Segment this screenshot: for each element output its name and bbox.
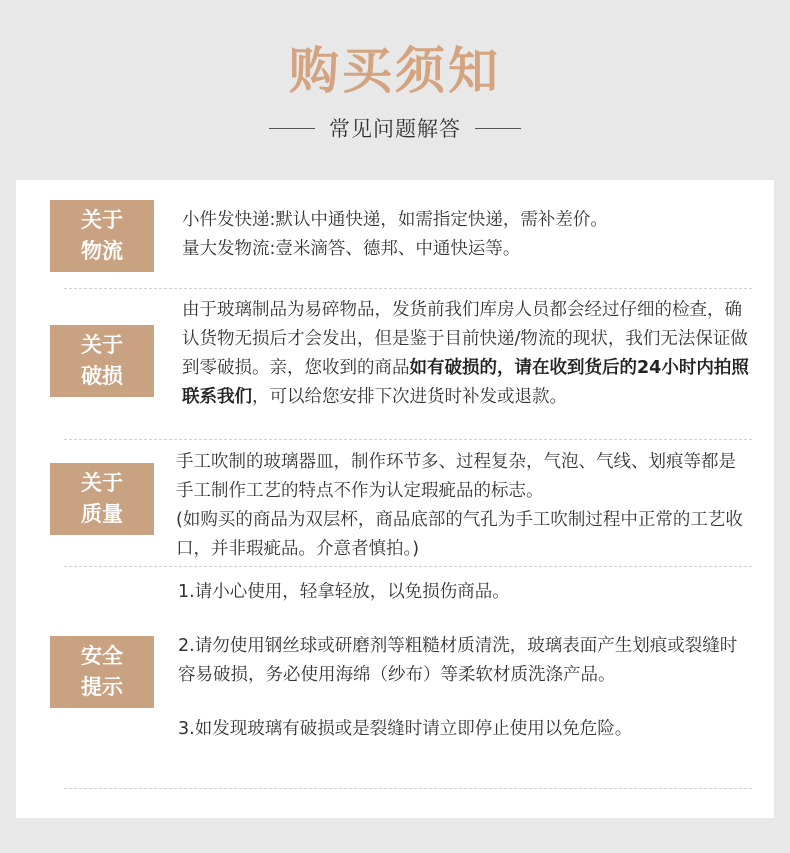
badge-safety-line1: 安全 (81, 644, 123, 668)
subtitle-line-left (269, 128, 315, 129)
divider-1 (64, 288, 752, 289)
badge-safety (50, 636, 154, 708)
page-title: 购买须知 (289, 42, 501, 100)
badge-damage (50, 325, 154, 397)
damage-text (182, 296, 752, 412)
badge-logistics (50, 200, 154, 272)
quality-text (176, 448, 752, 564)
damage-text-before: 由于玻璃制品为易碎物品，发货前我们库房人员都会经过仔细的检查，确认货物无损后才会发出，但是鉴于目前快递/物流的现状，我们无法保证做到零破损。亲，您收到的商品 (182, 300, 748, 378)
page-subtitle: 常见问题解答 (329, 117, 461, 141)
badge-damage-line2: 破损 (81, 364, 123, 388)
divider-2 (64, 439, 752, 440)
safety-text (178, 578, 752, 744)
safety-item-2: 2.请勿使用钢丝球或研磨剂等粗糙材质清洗，玻璃表面产生划痕或裂缝时容易破损，务必使用海绵（纱布）等柔软材质洗涤产品。 (178, 636, 738, 685)
badge-quality-line1: 关于 (81, 471, 123, 495)
damage-text-after: ，可以给您安排下次进货时补发或退款。 (252, 387, 567, 407)
damage-text-bold: 如有破损的，请在收到货后的24小时内拍照联系我们 (182, 358, 749, 407)
safety-gap-2 (178, 690, 752, 715)
divider-3 (64, 566, 752, 567)
quality-paragraph-2: (如购买的商品为双层杯，商品底部的气孔为手工吹制过程中正常的工艺收口，并非瑕疵品。介意者慎拍。) (176, 510, 743, 559)
safety-item-3: 3.如发现玻璃有破损或是裂缝时请立即停止使用以免危险。 (178, 719, 633, 739)
badge-logistics-line2: 物流 (81, 239, 123, 263)
safety-gap-1 (178, 607, 752, 632)
subtitle-row (0, 108, 790, 148)
safety-item-1: 1.请小心使用，轻拿轻放，以免损伤商品。 (178, 582, 510, 602)
badge-safety-line2: 提示 (81, 675, 123, 699)
faq-card (16, 180, 774, 818)
logistics-text (182, 206, 752, 264)
badge-logistics-line1: 关于 (81, 208, 123, 232)
divider-4 (64, 788, 752, 789)
quality-paragraph-1: 手工吹制的玻璃器皿，制作环节多、过程复杂，气泡、气线、划痕等都是手工制作工艺的特点不作为认定瑕疵品的标志。 (176, 452, 736, 501)
badge-quality-line2: 质量 (81, 502, 123, 526)
subtitle-line-right (475, 128, 521, 129)
damage-paragraph (182, 296, 752, 412)
logistics-line-freight: 量大发物流:壹米滴答、德邦、中通快运等。 (182, 239, 521, 259)
badge-quality (50, 463, 154, 535)
badge-damage-line1: 关于 (81, 333, 123, 357)
logistics-line-express: 小件发快递:默认中通快递，如需指定快递，需补差价。 (182, 210, 608, 230)
